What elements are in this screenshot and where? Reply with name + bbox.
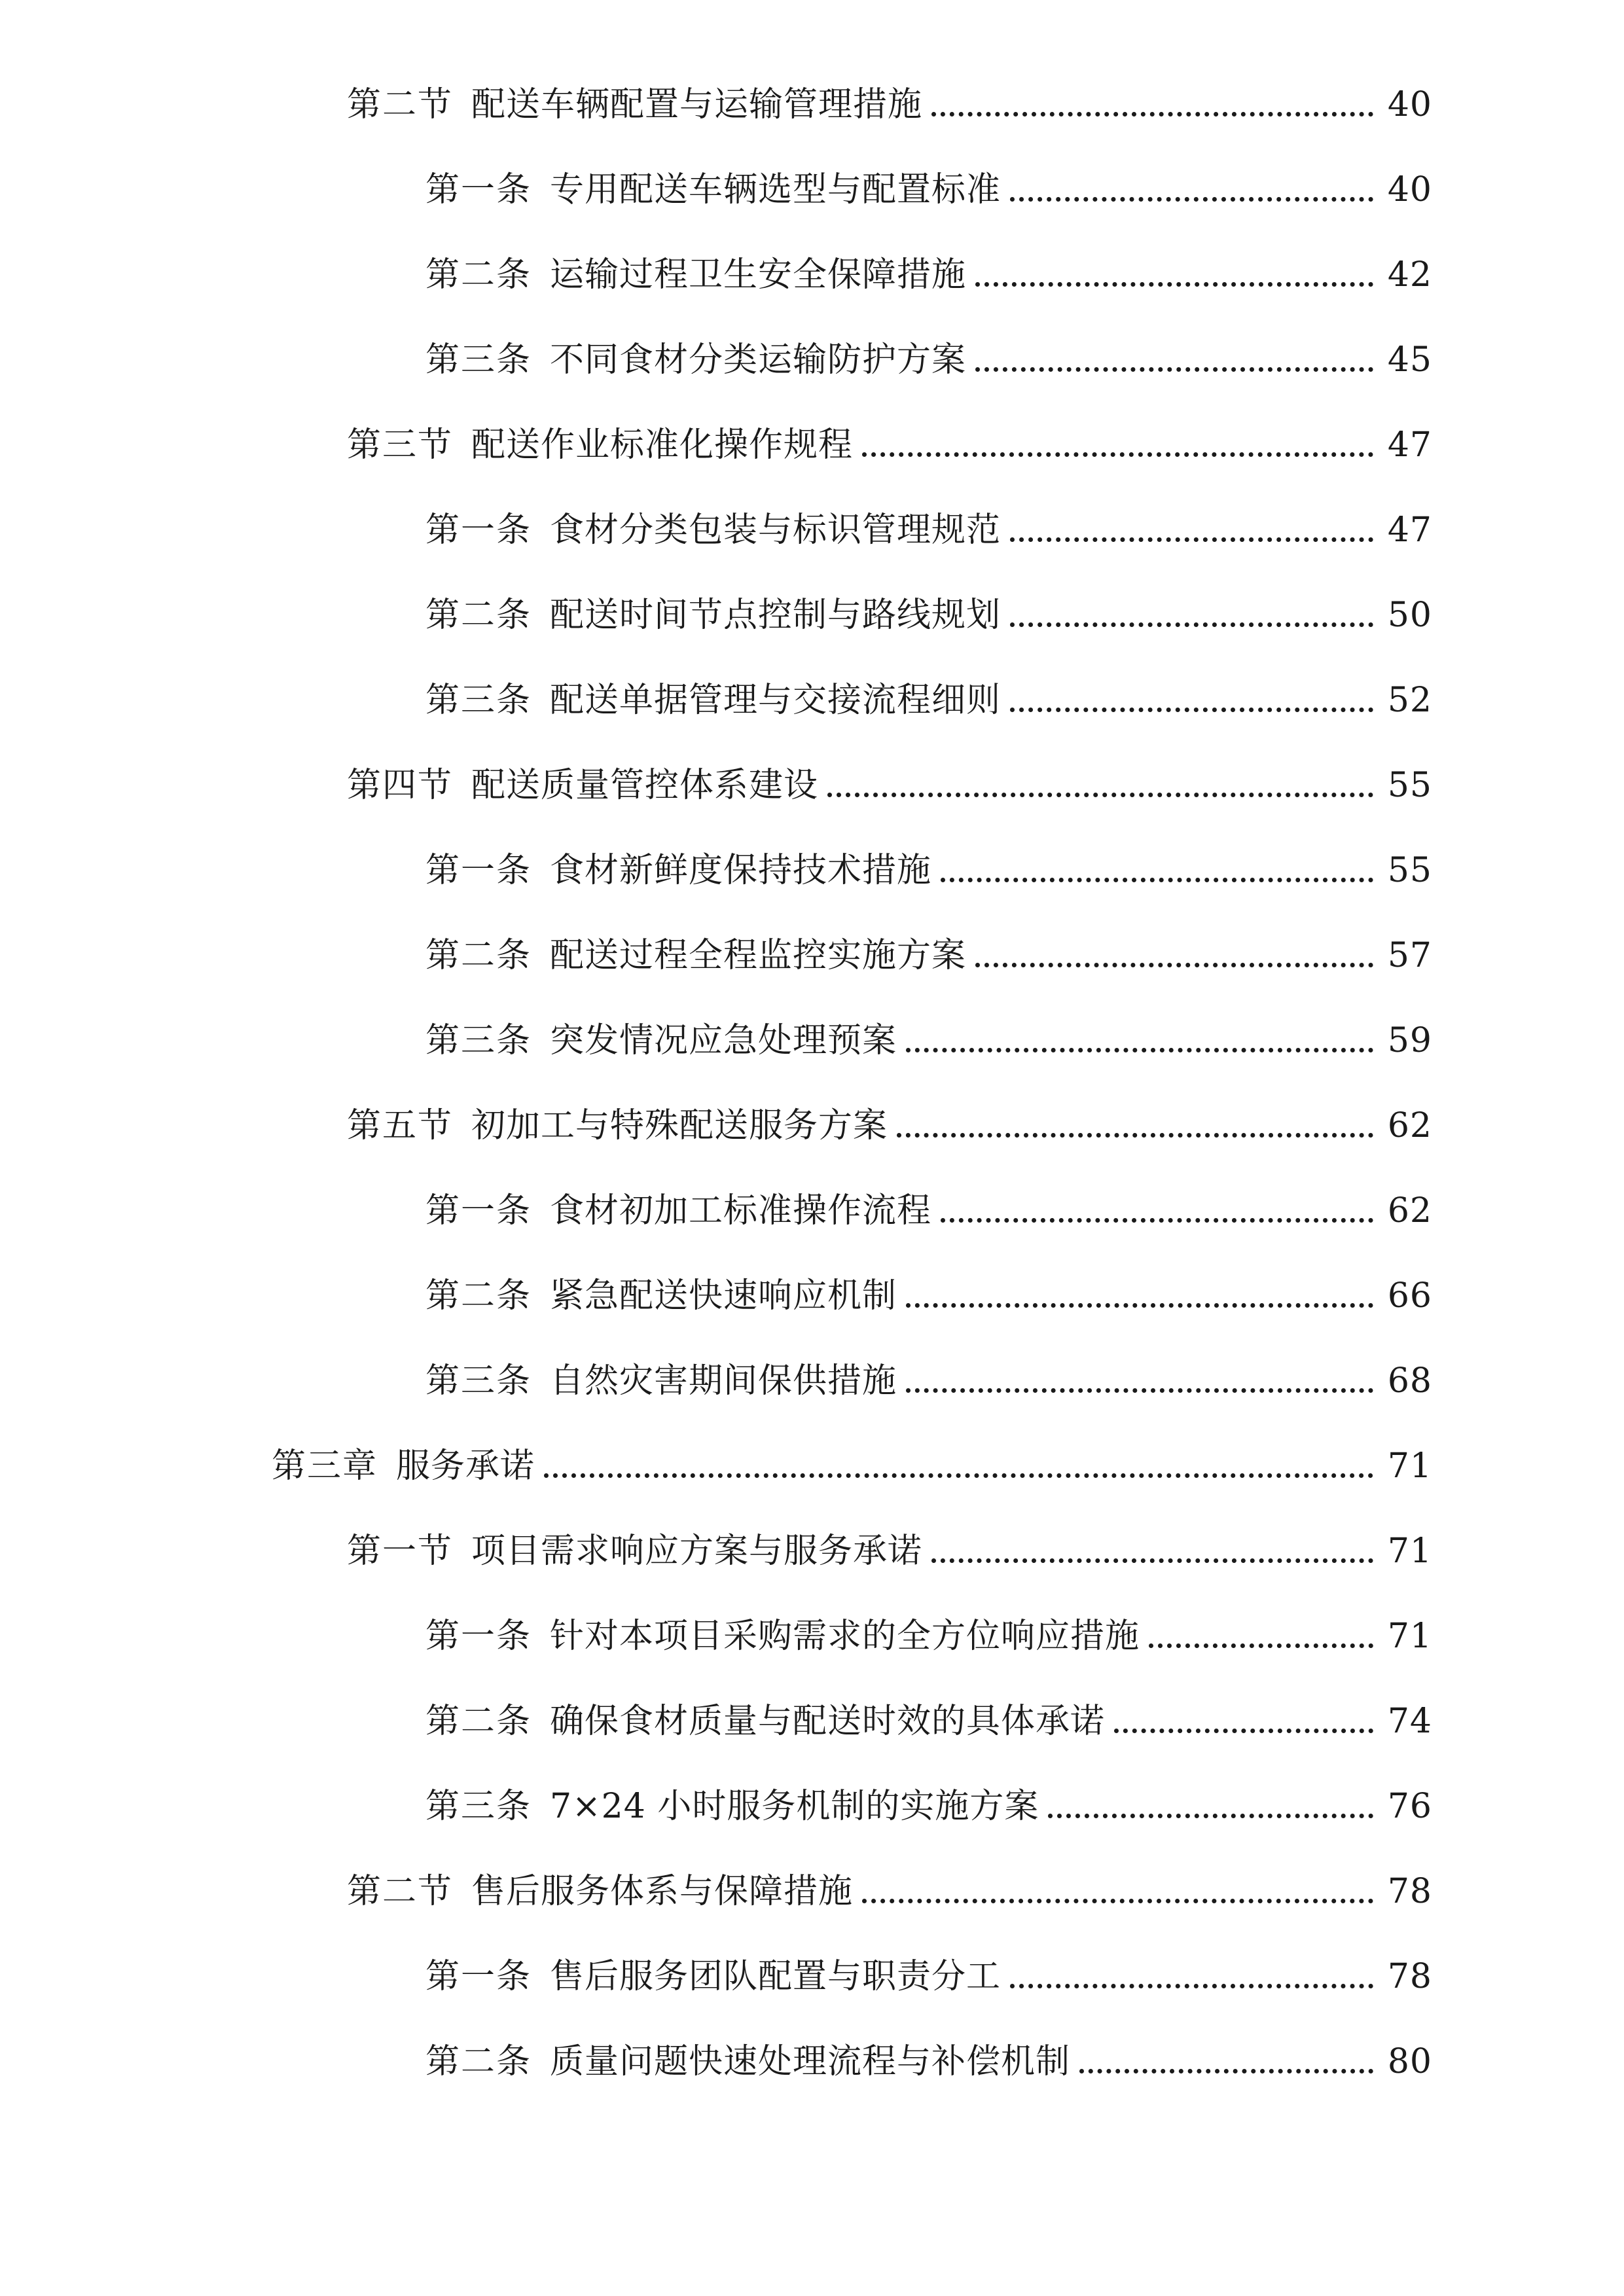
toc-entry-page: 78: [1387, 1872, 1432, 1911]
dot-leader: [544, 1473, 1373, 1478]
toc-entry-prefix: 第一条: [425, 1191, 532, 1230]
toc-entry-prefix: 第二条: [425, 255, 532, 295]
toc-entry-title: 配送单据管理与交接流程细则: [550, 681, 1001, 720]
toc-entry-title: 质量问题快速处理流程与补偿机制: [550, 2042, 1071, 2081]
toc-entry-title: 配送质量管控体系建设: [471, 766, 819, 805]
toc-entry-title: 配送时间节点控制与路线规划: [550, 596, 1001, 635]
toc-entry-page: 59: [1387, 1021, 1432, 1060]
toc-entry-page: 52: [1387, 681, 1432, 720]
toc-entry-title: 初加工与特殊配送服务方案: [471, 1106, 888, 1145]
dot-leader: [1079, 2069, 1373, 2073]
toc-entry-prefix: 第三条: [425, 340, 532, 380]
toc-entry-page: 42: [1387, 255, 1432, 295]
toc-entry[interactable]: [0, 1594, 1624, 1679]
dot-leader: [1010, 1984, 1373, 1988]
toc-entry-prefix: 第三条: [425, 1787, 532, 1826]
toc-entry-page: 74: [1387, 1702, 1432, 1741]
toc-entry-prefix: 第一条: [425, 170, 532, 209]
toc-entry-prefix: 第二节: [347, 85, 454, 124]
toc-entry-prefix: 第一条: [425, 1957, 532, 1996]
toc-entry[interactable]: [0, 658, 1624, 743]
toc-entry-prefix: 第二条: [425, 1702, 532, 1741]
toc-entry[interactable]: [0, 1679, 1624, 1764]
toc-entry-title: 突发情况应急处理预案: [550, 1021, 897, 1060]
toc-entry[interactable]: [0, 828, 1624, 913]
toc-entry-page: 45: [1387, 340, 1432, 380]
toc-entry[interactable]: [0, 1253, 1624, 1338]
dot-leader: [897, 1133, 1373, 1138]
toc-entry[interactable]: [0, 573, 1624, 658]
toc-entry-title: 售后服务体系与保障措施: [471, 1872, 854, 1911]
toc-entry-page: 55: [1387, 766, 1432, 805]
toc-entry-page: 62: [1387, 1106, 1432, 1145]
toc-entry[interactable]: [0, 743, 1624, 828]
toc-entry-prefix: 第二条: [425, 2042, 532, 2081]
toc-entry-title: 针对本项目采购需求的全方位响应措施: [550, 1617, 1140, 1656]
toc-entry[interactable]: [0, 1083, 1624, 1168]
toc-entry-title: 配送车辆配置与运输管理措施: [471, 85, 923, 124]
toc-entry-prefix: 第一条: [425, 511, 532, 550]
toc-entry-page: 47: [1387, 425, 1432, 465]
toc-entry-page: 40: [1387, 85, 1432, 124]
toc-entry-page: 50: [1387, 596, 1432, 635]
dot-leader: [941, 878, 1373, 882]
toc-entry[interactable]: [0, 913, 1624, 998]
dot-leader: [906, 1303, 1373, 1308]
toc-entry-prefix: 第二条: [425, 936, 532, 975]
toc-entry-page: 55: [1387, 851, 1432, 890]
toc-entry-title: 自然灾害期间保供措施: [550, 1361, 897, 1401]
toc-entry[interactable]: [0, 998, 1624, 1083]
toc-entry-prefix: 第一条: [425, 851, 532, 890]
toc-entry-page: 66: [1387, 1276, 1432, 1316]
toc-entry-title: 不同食材分类运输防护方案: [550, 340, 967, 380]
toc-entry-page: 68: [1387, 1361, 1432, 1401]
dot-leader: [1114, 1729, 1373, 1733]
toc-entry[interactable]: [0, 232, 1624, 317]
toc-entry-title: 配送作业标准化操作规程: [471, 425, 854, 465]
toc-entry-prefix: 第三条: [425, 1021, 532, 1060]
toc-entry[interactable]: [0, 62, 1624, 147]
toc-entry[interactable]: [0, 1424, 1624, 1509]
dot-leader: [862, 1899, 1373, 1903]
toc-entry-page: 80: [1387, 2042, 1432, 2081]
toc-entry[interactable]: [0, 147, 1624, 232]
dot-leader: [975, 963, 1373, 967]
toc-entry-prefix: 第二节: [347, 1872, 454, 1911]
toc-entry-page: 78: [1387, 1957, 1432, 1996]
toc-entry[interactable]: [0, 317, 1624, 403]
toc-entry[interactable]: [0, 1338, 1624, 1424]
dot-leader: [975, 282, 1373, 287]
toc-entry-title: 紧急配送快速响应机制: [550, 1276, 897, 1316]
dot-leader: [827, 793, 1373, 797]
toc-entry-prefix: 第三条: [425, 681, 532, 720]
dot-leader: [1149, 1643, 1373, 1648]
dot-leader: [906, 1048, 1373, 1052]
toc-entry[interactable]: [0, 403, 1624, 488]
dot-leader: [1048, 1814, 1373, 1818]
toc-entry-title: 配送过程全程监控实施方案: [550, 936, 967, 975]
dot-leader: [931, 112, 1373, 117]
toc-entry-prefix: 第三章: [272, 1446, 378, 1486]
dot-leader: [941, 1218, 1373, 1223]
toc-entry-prefix: 第二条: [425, 1276, 532, 1316]
toc-entry-prefix: 第二条: [425, 596, 532, 635]
toc-entry-title: 运输过程卫生安全保障措施: [550, 255, 967, 295]
toc-entry-page: 71: [1387, 1446, 1432, 1486]
toc-entry[interactable]: [0, 2019, 1624, 2104]
toc-entry-prefix: 第四节: [347, 766, 454, 805]
dot-leader: [1010, 197, 1373, 202]
dot-leader: [975, 367, 1373, 372]
dot-leader: [862, 452, 1373, 457]
toc-entry[interactable]: [0, 1934, 1624, 2019]
dot-leader: [931, 1558, 1373, 1563]
dot-leader: [1010, 537, 1373, 542]
toc-entry[interactable]: [0, 1849, 1624, 1934]
toc-entry-title: 食材初加工标准操作流程: [550, 1191, 932, 1230]
toc-entry-title: 项目需求响应方案与服务承诺: [471, 1532, 923, 1571]
dot-leader: [906, 1388, 1373, 1393]
dot-leader: [1010, 622, 1373, 627]
toc-entry-title: 食材新鲜度保持技术措施: [550, 851, 932, 890]
toc-entry-page: 71: [1387, 1532, 1432, 1571]
toc-entry-title: 7×24 小时服务机制的实施方案: [550, 1787, 1039, 1826]
table-of-contents: [0, 62, 1624, 2104]
toc-entry-title: 专用配送车辆选型与配置标准: [550, 170, 1001, 209]
dot-leader: [1010, 708, 1373, 712]
toc-entry-page: 76: [1387, 1787, 1432, 1826]
toc-entry[interactable]: [0, 1509, 1624, 1594]
toc-entry-page: 57: [1387, 936, 1432, 975]
toc-entry[interactable]: [0, 1764, 1624, 1849]
toc-entry-page: 62: [1387, 1191, 1432, 1230]
toc-entry-title: 确保食材质量与配送时效的具体承诺: [550, 1702, 1106, 1741]
toc-entry[interactable]: [0, 488, 1624, 573]
toc-entry-page: 40: [1387, 170, 1432, 209]
toc-entry-title: 服务承诺: [396, 1446, 535, 1486]
toc-entry-title: 售后服务团队配置与职责分工: [550, 1957, 1001, 1996]
toc-entry-page: 71: [1387, 1617, 1432, 1656]
toc-entry-prefix: 第三条: [425, 1361, 532, 1401]
toc-entry-page: 47: [1387, 511, 1432, 550]
toc-entry-prefix: 第五节: [347, 1106, 454, 1145]
toc-entry[interactable]: [0, 1168, 1624, 1253]
toc-entry-prefix: 第一节: [347, 1532, 454, 1571]
toc-entry-prefix: 第一条: [425, 1617, 532, 1656]
toc-entry-prefix: 第三节: [347, 425, 454, 465]
toc-entry-title: 食材分类包装与标识管理规范: [550, 511, 1001, 550]
